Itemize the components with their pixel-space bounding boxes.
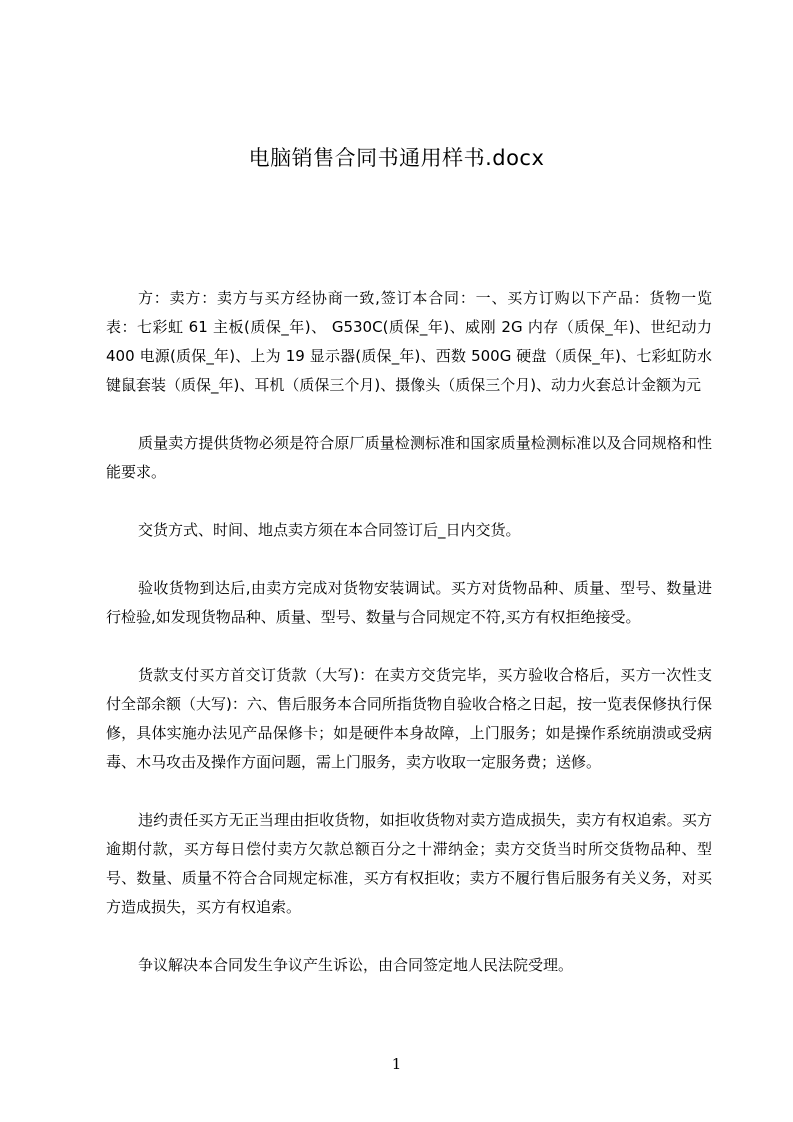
paragraph-dispute: 争议解决本合同发生争议产生诉讼，由合同签定地人民法院受理。 xyxy=(138,956,574,974)
paragraph-liability: 违约责任买方无正当理由拒收货物，如拒收货物对卖方造成损失，卖方有权追索。买方逾期付款，买方每日偿付卖方欠款总额百分之十滞纳金；卖方交货当时所交货物品种、型号、数量、质量不符合合同规定标准，买方有权拒收；卖方不履行售后服务有关义务，对买方造成损失，买方有权追索。 xyxy=(106,811,712,916)
page-number: 1 xyxy=(391,1055,402,1073)
paragraph-parties-products: 方：卖方：卖方与买方经协商一致,签订本合同：一、买方订购以下产品：货物一览表：七彩虹 61 主板(质保_年)、 G530C(质保_年)、威刚 2G 内存（质保_年)、世纪动力 400 电源(质保_年)、上为 19 显示器(质保_年)、西数 500G 硬盘（质保_年)、七彩虹防水键鼠套装（质保_年)、耳机（质保三个月)、摄像头（质保三个月)、动力火套总计金额为元 xyxy=(106,289,717,394)
document-title: 电脑销售合同书通用样书.docx xyxy=(248,146,545,170)
document-body xyxy=(106,284,717,980)
paragraph-quality: 质量卖方提供货物必须是符合原厂质量检测标准和国家质量检测标准以及合同规格和性能要求。 xyxy=(106,434,712,481)
paragraph-delivery: 交货方式、时间、地点卖方须在本合同签订后_日内交货。 xyxy=(138,521,521,539)
paragraph-acceptance: 验收货物到达后,由卖方完成对货物安装调试。买方对货物品种、质量、型号、数量进行检验,如发现货物品种、质量、型号、数量与合同规定不符,买方有权拒绝接受。 xyxy=(106,579,712,626)
paragraph-payment-service: 货款支付买方首交订货款（大写)：在卖方交货完毕，买方验收合格后，买方一次性支付全部余额（大写)：六、售后服务本合同所指货物自验收合格之日起，按一览表保修执行保修，具体实施办法见产品保修卡；如是硬件本身故障，上门服务；如是操作系统崩溃或受病毒、木马攻击及操作方面问题，需上门服务，卖方收取一定服务费；送修。 xyxy=(106,666,712,771)
